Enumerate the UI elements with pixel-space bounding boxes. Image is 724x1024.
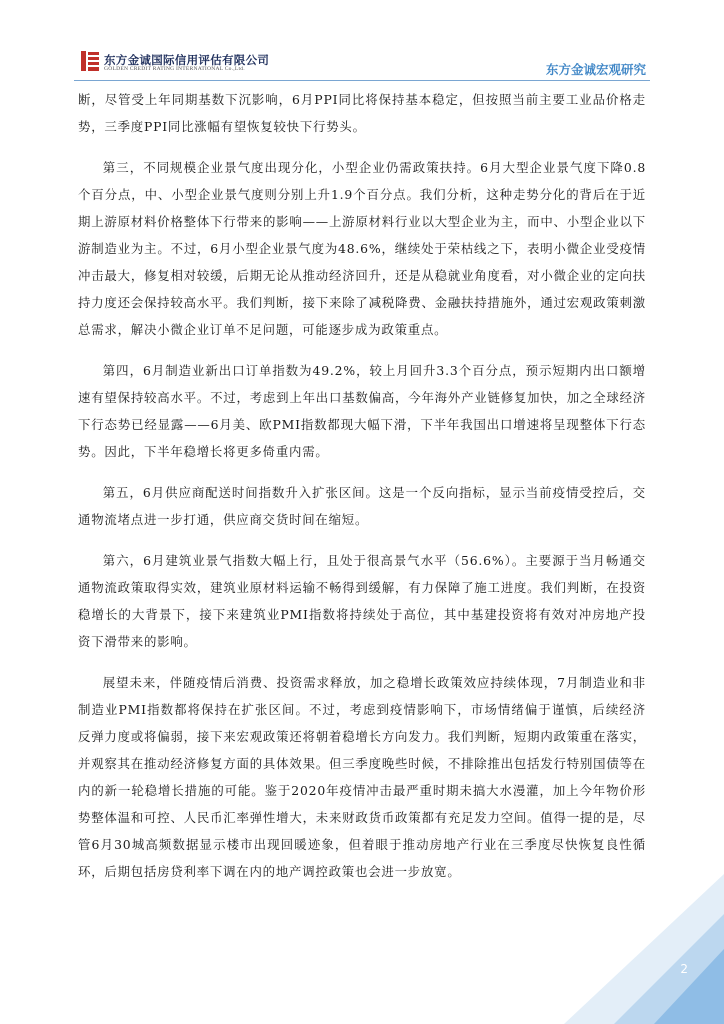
paragraph: 第五，6月供应商配送时间指数升入扩张区间。这是一个反向指标，显示当前疫情受控后，交通物流堵点进一步打通，供应商交货时间在缩短。 (78, 485, 646, 527)
header-divider (74, 80, 650, 81)
paragraph: 第四，6月制造业新出口订单指数为49.2%，较上月回升3.3个百分点，预示短期内出口额增速有望保持较高水平。不过，考虑到上年出口基数偏高，今年海外产业链修复加快，加之全球经济下行态势已经显露——6月美、欧PMI指数都现大幅下滑，下半年我国出口增速将呈现整体下行态势。因此，下半年稳增长将更多倚重内需。 (78, 363, 646, 459)
paragraph: 第六，6月建筑业景气指数大幅上行，且处于很高景气水平（56.6%）。主要源于当月畅通交通物流政策取得实效，建筑业原材料运输不畅得到缓解，有力保障了施工进度。我们判断，在投资稳增长的大背景下，接下来建筑业PMI指数将持续处于高位，其中基建投资将有效对冲房地产投资下滑带来的影响。 (78, 553, 646, 649)
paragraph: 第三，不同规模企业景气度出现分化，小型企业仍需政策扶持。6月大型企业景气度下降0.8个百分点，中、小型企业景气度则分别上升1.9个百分点。我们分析，这种走势分化的背后在于近期上游原材料价格整体下行带来的影响——上游原材料行业以大型企业为主，而中、小型企业以下游制造业为主。不过，6月小型企业景气度为48.6%，继续处于荣枯线之下，表明小微企业受疫情冲击最大，修复相对较缓，后期无论从推动经济回升，还是从稳就业角度看，对小微企业的定向扶持力度还会保持较高水平。我们判断，接下来除了减税降费、金融扶持措施外，通过宏观政策刺激总需求，解决小微企业订单不足问题，可能逐步成为政策重点。 (78, 160, 646, 337)
paragraph: 断，尽管受上年同期基数下沉影响，6月PPI同比将保持基本稳定，但按照当前主要工业品价格走势，三季度PPI同比涨幅有望恢复较快下行势头。 (78, 92, 646, 134)
company-name-cn: 东方金诚国际信用评估有限公司 (104, 53, 270, 67)
report-series-title: 东方金诚宏观研究 (545, 62, 646, 77)
corner-decoration (524, 824, 724, 1024)
paragraph: 展望未来，伴随疫情后消费、投资需求释放，加之稳增长政策效应持续体现，7月制造业和非制造业PMI指数都将保持在扩张区间。不过，考虑到疫情影响下，市场情绪偏于谨慎，后续经济反弹力度或将偏弱，接下来宏观政策还将朝着稳增长方向发力。我们判断，短期内政策重在落实，并观察其在推动经济修复方面的具体效果。但三季度晚些时候，不排除推出包括发行特别国债等在内的新一轮稳增长措施的可能。鉴于2020年疫情冲击最严重时期未搞大水漫灌，加上今年物价形势整体温和可控、人民币汇率弹性增大，未来财政货币政策都有充足发力空间。值得一提的是，尽管6月30城高频数据显示楼市出现回暖迹象，但着眼于推动房地产行业在三季度尽快恢复良性循环，后期包括房贷利率下调在内的地产调控政策也会进一步放宽。 (78, 675, 646, 879)
article-body (78, 86, 646, 899)
company-name-en: GOLDEN CREDIT RATING INTERNATIONAL Co.,Ltd. (104, 66, 245, 72)
page-header (0, 0, 724, 82)
page-number: 2 (680, 962, 688, 976)
building-logo-icon (80, 50, 100, 72)
